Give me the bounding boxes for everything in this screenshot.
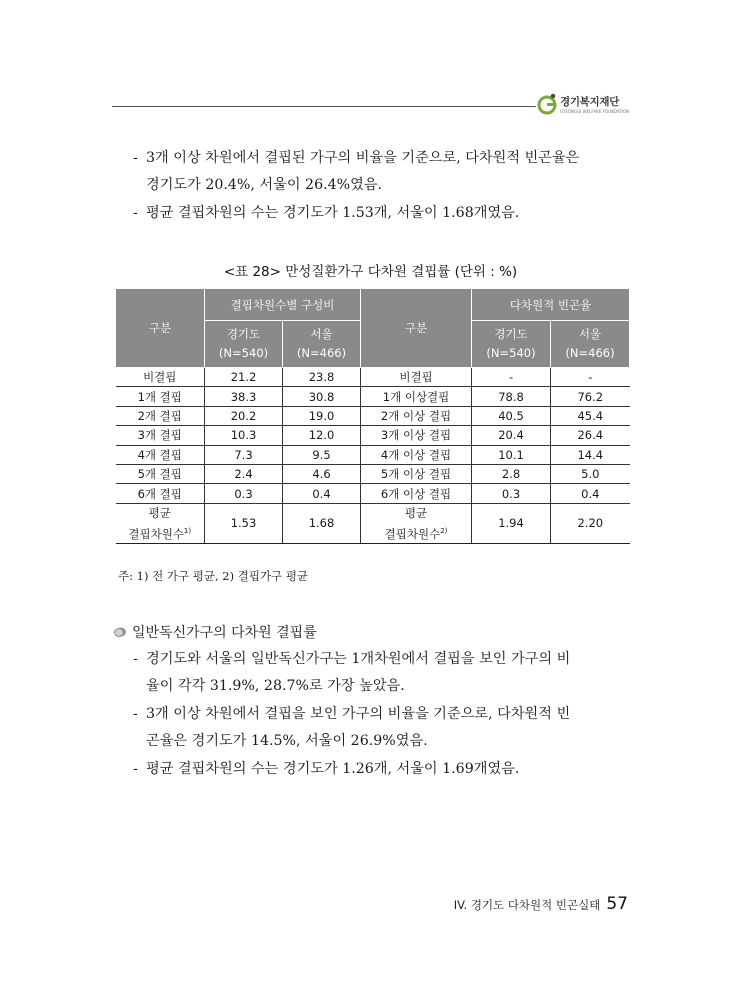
table-row: 6개 결핍 0.3 0.4 6개 이상 결핍 0.3 0.4 bbox=[116, 484, 630, 503]
table-caption: <표 28> 만성질환가구 다차원 결핍률 (단위 : %) bbox=[223, 264, 518, 280]
table-row-average: 평균 결핍차원수$^{1)}$ 1.53 1.68 평균 결핍차원수$^{2)}$ 1.94 2.20 bbox=[116, 503, 630, 543]
table-note: 주: 1) 전 가구 평균, 2) 결핍가구 평균 bbox=[118, 569, 309, 583]
bullet-text: 평균 결핍차원의 수는 경기도가 1.53개, 서울이 1.68개였음. bbox=[146, 205, 520, 221]
table-row: 3개 결핍 10.3 12.0 3개 이상 결핍 20.4 26.4 bbox=[116, 426, 630, 445]
logo-subtitle: GYEONGGI WELFARE FOUNDATION bbox=[560, 109, 630, 114]
bullet-item: - 경기도와 서울의 일반독신가구는 1개차원에서 결핍을 보인 가구의 비 bbox=[133, 651, 571, 667]
table-row: 2개 결핍 20.2 19.0 2개 이상 결핍 40.5 45.4 bbox=[116, 406, 630, 425]
bullet-text: 3개 이상 차원에서 결핍을 보인 가구의 비율을 기준으로, 다차원적 빈 bbox=[146, 706, 571, 722]
table-row: 5개 결핍 2.4 4.6 5개 이상 결핍 2.8 5.0 bbox=[116, 464, 630, 483]
section-heading: 일반독신가구의 다차원 결핍률 bbox=[132, 625, 317, 641]
bullet-item: - 3개 이상 차원에서 결핍을 보인 가구의 비율을 기준으로, 다차원적 빈 bbox=[133, 706, 571, 722]
page-number: 57 bbox=[606, 894, 628, 914]
section-bullet-icon bbox=[113, 626, 127, 638]
bullet-continuation: 경기도가 20.4%, 서울이 26.4%였음. bbox=[146, 177, 383, 193]
bullet-text: 3개 이상 차원에서 결핍된 가구의 비율을 기준으로, 다차원적 빈곤율은 bbox=[146, 150, 580, 166]
foundation-logo bbox=[536, 92, 646, 122]
bullet-text: 평균 결핍차원의 수는 경기도가 1.26개, 서울이 1.69개였음. bbox=[146, 761, 520, 777]
bullet-item: - 평균 결핍차원의 수는 경기도가 1.26개, 서울이 1.69개였음. bbox=[133, 761, 520, 777]
column-header: 경기도 (N=540) bbox=[205, 321, 283, 368]
column-header: 서울 (N=466) bbox=[551, 321, 630, 368]
bullet-item: - 3개 이상 차원에서 결핍된 가구의 비율을 기준으로, 다차원적 빈곤율은 bbox=[133, 150, 580, 166]
bullet-continuation: 곤율은 경기도가 14.5%, 서울이 26.9%였음. bbox=[146, 733, 428, 749]
column-header: 경기도 (N=540) bbox=[472, 321, 551, 368]
row-header-right: 구분 bbox=[361, 289, 472, 368]
logo-name: 경기복지재단 bbox=[560, 96, 620, 108]
bullet-item: - 평균 결핍차원의 수는 경기도가 1.53개, 서울이 1.68개였음. bbox=[133, 205, 520, 221]
row-header-left: 구분 bbox=[116, 289, 205, 368]
logo-mark-icon bbox=[536, 92, 558, 116]
page-footer bbox=[454, 894, 628, 914]
table-row: 4개 결핍 7.3 9.5 4개 이상 결핍 10.1 14.4 bbox=[116, 445, 630, 464]
table-row: 1개 결핍 38.3 30.8 1개 이상결핍 78.8 76.2 bbox=[116, 387, 630, 406]
header-rule bbox=[112, 106, 536, 107]
column-group-header: 다차원적 빈곤율 bbox=[472, 289, 630, 321]
column-header: 서울 (N=466) bbox=[283, 321, 361, 368]
deprivation-table bbox=[115, 288, 630, 544]
column-group-header: 결핍차원수별 구성비 bbox=[205, 289, 361, 321]
bullet-continuation: 율이 각각 31.9%, 28.7%로 가장 높았음. bbox=[146, 678, 405, 694]
bullet-text: 경기도와 서울의 일반독신가구는 1개차원에서 결핍을 보인 가구의 비 bbox=[146, 651, 571, 667]
chapter-title: IV. 경기도 다차원적 빈곤실태 bbox=[453, 898, 601, 912]
table-row: 비결핍 21.2 23.8 비결핍 - - bbox=[116, 368, 630, 387]
